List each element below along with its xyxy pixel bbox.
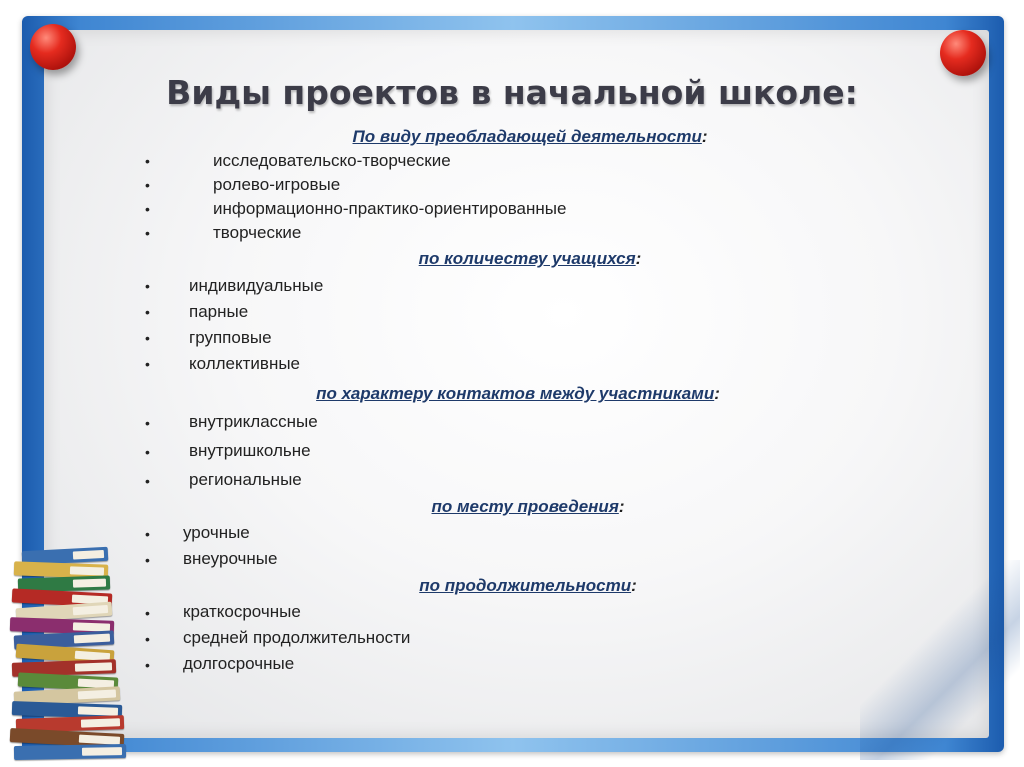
section-heading-label: по продолжительности — [419, 576, 632, 595]
list-item: внутришкольне — [189, 441, 311, 460]
bullet-icon: • — [145, 473, 150, 489]
bullet-icon: • — [145, 631, 150, 647]
list-item: коллективные — [189, 354, 301, 373]
list-item: долгосрочные — [183, 654, 295, 673]
section-heading-label: По виду преобладающей деятельности — [352, 127, 702, 146]
list-item: средней продолжительности — [183, 628, 411, 647]
section-heading — [18, 127, 1024, 147]
bullet-icon: • — [145, 278, 150, 294]
list-item: индивидуальные — [189, 276, 324, 295]
bullet-icon: • — [145, 304, 150, 320]
list-item: групповые — [189, 328, 272, 347]
bullet-icon: • — [145, 330, 150, 346]
book-stack-illustration — [4, 545, 134, 767]
slide-title: Виды проектов в начальной школе: — [166, 73, 858, 112]
list-item: краткосрочные — [183, 602, 301, 621]
list-item: урочные — [183, 523, 250, 542]
list-item: ролево-игровые — [213, 175, 341, 194]
list-item: исследовательско-творческие — [213, 151, 451, 170]
section-heading-colon: : — [701, 127, 708, 146]
section-heading — [16, 497, 1024, 517]
section-heading-label: по месту проведения — [431, 497, 619, 516]
section-heading-colon: : — [714, 384, 720, 403]
bullet-icon: • — [145, 225, 150, 241]
bullet-icon: • — [145, 201, 150, 217]
bullet-icon: • — [145, 177, 150, 193]
bullet-icon: • — [145, 444, 150, 460]
section-heading-label: по количеству учащихся — [418, 249, 636, 268]
section-heading — [6, 384, 1024, 404]
bullet-icon: • — [145, 415, 150, 431]
list-item: внеурочные — [183, 549, 278, 568]
bullet-icon: • — [145, 153, 150, 169]
section-heading — [16, 576, 1024, 596]
section-heading-colon: : — [618, 497, 625, 516]
section-heading-colon: : — [631, 576, 637, 595]
list-item: творческие — [213, 223, 302, 242]
section-heading-label: по характеру контактов между участниками — [316, 384, 715, 403]
bullet-icon: • — [145, 526, 150, 542]
list-item: информационно-практико-ориентированные — [213, 199, 567, 218]
bullet-icon: • — [145, 356, 150, 372]
section-heading — [18, 249, 1024, 269]
list-item: региональные — [189, 470, 302, 489]
bullet-icon: • — [145, 605, 150, 621]
list-item: парные — [189, 302, 249, 321]
book-icon — [14, 744, 126, 760]
list-item: внутриклассные — [189, 412, 318, 431]
bullet-icon: • — [145, 552, 150, 568]
bullet-icon: • — [145, 657, 150, 673]
section-heading-colon: : — [635, 249, 642, 268]
